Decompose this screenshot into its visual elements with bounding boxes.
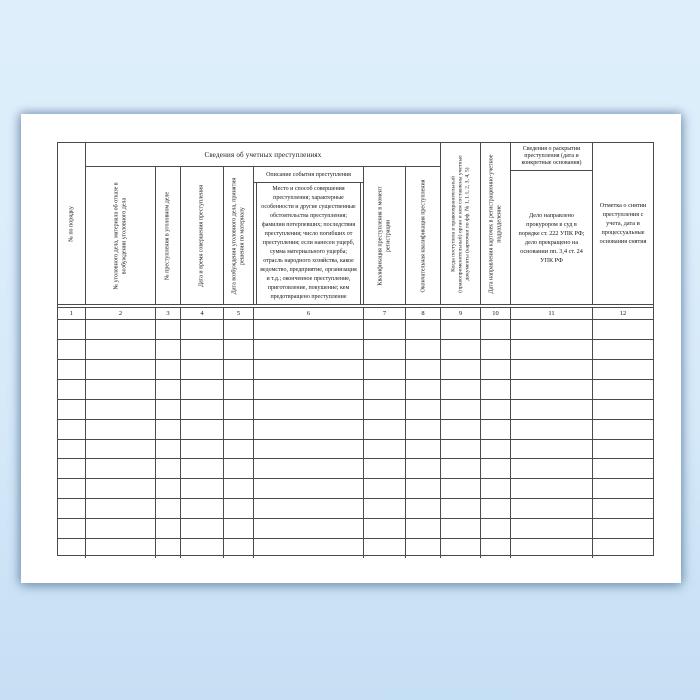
table-cell bbox=[593, 360, 653, 379]
table-cell bbox=[441, 440, 481, 459]
table-cell bbox=[481, 499, 511, 518]
column-header-9-label: Когда поступила в правоохранительный (правоприменительный) орган и кем составлены учетные документы (карточки по фф. № 1, 1.1, 2, 3, 4, 5) bbox=[450, 154, 470, 293]
group-header-band bbox=[86, 167, 440, 304]
table-row bbox=[58, 479, 653, 499]
column-header-6-inner-box bbox=[256, 183, 361, 304]
table-cell bbox=[511, 340, 593, 359]
document-page bbox=[21, 114, 681, 583]
column-header-10-label: Дата направления карточек в регистрационно-учетное подразделение bbox=[488, 154, 502, 293]
table-cell bbox=[156, 539, 181, 558]
table-cell bbox=[156, 400, 181, 419]
table-cell bbox=[86, 380, 156, 399]
table-cell bbox=[593, 499, 653, 518]
table-cell bbox=[511, 539, 593, 558]
table-cell bbox=[441, 459, 481, 478]
column-header-3 bbox=[156, 167, 181, 304]
table-cell bbox=[86, 499, 156, 518]
table-cell bbox=[58, 400, 86, 419]
table-cell bbox=[441, 499, 481, 518]
table-cell bbox=[156, 499, 181, 518]
table-cell bbox=[481, 440, 511, 459]
column-header-8 bbox=[406, 167, 441, 304]
table-cell bbox=[224, 420, 254, 439]
table-cell bbox=[224, 340, 254, 359]
table-cell bbox=[224, 380, 254, 399]
table-cell bbox=[224, 400, 254, 419]
table-cell bbox=[481, 400, 511, 419]
table-cell bbox=[156, 479, 181, 498]
table-cell bbox=[364, 519, 406, 538]
table-cell bbox=[254, 360, 364, 379]
table-row bbox=[58, 380, 653, 400]
table-body bbox=[58, 320, 653, 558]
table-cell bbox=[254, 539, 364, 558]
table-cell bbox=[86, 479, 156, 498]
column-header-7 bbox=[364, 167, 406, 304]
table-cell bbox=[86, 340, 156, 359]
table-cell bbox=[593, 539, 653, 558]
table-cell bbox=[481, 420, 511, 439]
table-cell bbox=[58, 380, 86, 399]
column-header-9 bbox=[441, 143, 481, 304]
table-header bbox=[58, 143, 653, 305]
table-cell bbox=[364, 320, 406, 339]
table-cell bbox=[511, 479, 593, 498]
table-cell bbox=[481, 320, 511, 339]
table-cell bbox=[406, 499, 441, 518]
column-number: 7 bbox=[364, 308, 406, 319]
table-cell bbox=[224, 320, 254, 339]
table-cell bbox=[58, 320, 86, 339]
table-cell bbox=[406, 400, 441, 419]
table-cell bbox=[511, 400, 593, 419]
table-cell bbox=[406, 459, 441, 478]
table-cell bbox=[481, 519, 511, 538]
table-cell bbox=[593, 340, 653, 359]
table-cell bbox=[224, 440, 254, 459]
column-header-11-title: Сведения о раскрытии преступления (дата и конкретные основания) bbox=[511, 143, 592, 171]
table-cell bbox=[254, 400, 364, 419]
table-cell bbox=[406, 539, 441, 558]
table-cell bbox=[181, 539, 224, 558]
table-cell bbox=[86, 320, 156, 339]
column-header-1 bbox=[58, 143, 86, 304]
table-cell bbox=[58, 360, 86, 379]
table-cell bbox=[156, 440, 181, 459]
table-cell bbox=[58, 499, 86, 518]
table-row bbox=[58, 459, 653, 479]
column-header-4 bbox=[181, 167, 224, 304]
column-numbers-row bbox=[58, 307, 653, 320]
table-cell bbox=[406, 519, 441, 538]
column-header-10 bbox=[481, 143, 511, 304]
table-row bbox=[58, 440, 653, 460]
crime-register-table bbox=[57, 142, 654, 556]
table-row bbox=[58, 400, 653, 420]
table-cell bbox=[224, 539, 254, 558]
table-cell bbox=[593, 440, 653, 459]
table-cell bbox=[224, 519, 254, 538]
table-cell bbox=[181, 400, 224, 419]
column-header-2-label: № уголовного дела, материала об отказе в возбуждении уголовного дела bbox=[113, 181, 127, 290]
table-cell bbox=[58, 519, 86, 538]
table-cell bbox=[224, 479, 254, 498]
table-cell bbox=[156, 340, 181, 359]
column-header-11-text: Дело направлено прокурором в суд в порядке ст. 222 УПК РФ; дело прекращено на основании пп. 3,4 ст. 24 УПК РФ bbox=[518, 211, 585, 264]
column-number: 10 bbox=[481, 308, 511, 319]
table-cell bbox=[156, 459, 181, 478]
column-number: 3 bbox=[156, 308, 181, 319]
table-cell bbox=[58, 420, 86, 439]
table-row bbox=[58, 519, 653, 539]
table-row bbox=[58, 420, 653, 440]
table-cell bbox=[86, 400, 156, 419]
table-cell bbox=[364, 440, 406, 459]
table-cell bbox=[593, 420, 653, 439]
table-cell bbox=[254, 519, 364, 538]
table-cell bbox=[86, 360, 156, 379]
table-cell bbox=[364, 360, 406, 379]
column-header-12 bbox=[593, 143, 653, 304]
table-row bbox=[58, 360, 653, 380]
table-cell bbox=[86, 519, 156, 538]
table-cell bbox=[156, 360, 181, 379]
table-cell bbox=[481, 360, 511, 379]
table-cell bbox=[254, 420, 364, 439]
table-cell bbox=[254, 340, 364, 359]
table-cell bbox=[481, 340, 511, 359]
table-cell bbox=[511, 380, 593, 399]
table-cell bbox=[364, 479, 406, 498]
table-cell bbox=[481, 539, 511, 558]
table-cell bbox=[364, 400, 406, 419]
table-cell bbox=[406, 320, 441, 339]
table-cell bbox=[181, 499, 224, 518]
table-cell bbox=[181, 360, 224, 379]
table-cell bbox=[441, 519, 481, 538]
column-header-11 bbox=[511, 143, 593, 304]
table-cell bbox=[511, 420, 593, 439]
table-cell bbox=[364, 539, 406, 558]
table-cell bbox=[58, 340, 86, 359]
table-cell bbox=[86, 440, 156, 459]
table-cell bbox=[254, 440, 364, 459]
table-cell bbox=[593, 400, 653, 419]
column-number: 12 bbox=[619, 309, 627, 317]
column-header-2 bbox=[86, 167, 156, 304]
column-header-6 bbox=[254, 167, 364, 304]
table-row bbox=[58, 499, 653, 519]
table-cell bbox=[58, 459, 86, 478]
table-cell bbox=[181, 420, 224, 439]
table-cell bbox=[254, 380, 364, 399]
column-header-5 bbox=[224, 167, 254, 304]
table-cell bbox=[481, 459, 511, 478]
table-cell bbox=[511, 499, 593, 518]
table-cell bbox=[364, 420, 406, 439]
table-cell bbox=[181, 459, 224, 478]
column-header-7-label: Квалификация преступления в момент регистрации bbox=[377, 185, 391, 286]
column-number: 2 bbox=[86, 308, 156, 319]
column-header-3-label: № преступления в уголовном деле bbox=[164, 191, 171, 280]
table-cell bbox=[156, 420, 181, 439]
table-cell bbox=[441, 420, 481, 439]
column-number: 8 bbox=[406, 308, 441, 319]
column-header-6-box bbox=[254, 183, 363, 304]
table-cell bbox=[181, 340, 224, 359]
table-cell bbox=[406, 360, 441, 379]
table-cell bbox=[511, 320, 593, 339]
table-cell bbox=[406, 380, 441, 399]
table-cell bbox=[593, 320, 653, 339]
table-cell bbox=[254, 459, 364, 478]
table-cell bbox=[181, 440, 224, 459]
table-cell bbox=[511, 360, 593, 379]
table-cell bbox=[511, 519, 593, 538]
column-header-1-label: № по порядку bbox=[67, 205, 74, 242]
table-cell bbox=[593, 479, 653, 498]
table-cell bbox=[181, 380, 224, 399]
table-cell bbox=[481, 479, 511, 498]
table-cell bbox=[441, 340, 481, 359]
table-cell bbox=[224, 360, 254, 379]
column-number: 6 bbox=[254, 308, 364, 319]
column-number: 9 bbox=[441, 308, 481, 319]
table-cell bbox=[441, 320, 481, 339]
table-row bbox=[58, 340, 653, 360]
table-cell bbox=[441, 400, 481, 419]
table-cell bbox=[86, 420, 156, 439]
table-cell bbox=[156, 320, 181, 339]
table-cell bbox=[364, 380, 406, 399]
table-cell bbox=[58, 539, 86, 558]
table-cell bbox=[156, 519, 181, 538]
table-cell bbox=[254, 320, 364, 339]
column-header-4-label: Дата и время совершения преступления bbox=[198, 184, 205, 287]
table-cell bbox=[86, 459, 156, 478]
table-cell bbox=[481, 380, 511, 399]
column-header-6-description: Место и способ совершения преступления; характерные особенности и другие существенные обстоятельства преступления; фамилии потерпевших; последствия преступления; число погибших от преступления; если нанесен ущерб, сумма материального ущерба; отрасль народного хозяйства, какое ведомство, предприятие, организация и т.д.; оконченное преступление, приготовление, покушение; кем предотвращено преступление bbox=[260, 186, 357, 300]
table-cell bbox=[58, 440, 86, 459]
column-header-8-label: Окончательная квалификация преступления bbox=[419, 179, 426, 292]
table-cell bbox=[406, 479, 441, 498]
table-cell bbox=[406, 420, 441, 439]
table-row bbox=[58, 539, 653, 558]
table-cell bbox=[406, 440, 441, 459]
column-number: 11 bbox=[511, 308, 593, 319]
table-cell bbox=[511, 440, 593, 459]
column-number: 1 bbox=[58, 308, 86, 319]
group-columns-2-8 bbox=[86, 143, 441, 304]
column-header-5-label: Дата возбуждения уголовного дела, принятия решения по материалу bbox=[231, 177, 245, 294]
table-cell bbox=[224, 499, 254, 518]
column-header-6-title: Описание события преступления bbox=[254, 167, 363, 183]
column-number: 5 bbox=[224, 308, 254, 319]
table-cell bbox=[254, 499, 364, 518]
table-cell bbox=[364, 499, 406, 518]
table-cell bbox=[441, 479, 481, 498]
table-cell bbox=[406, 340, 441, 359]
table-cell bbox=[593, 459, 653, 478]
table-cell bbox=[58, 479, 86, 498]
table-row bbox=[58, 320, 653, 340]
table-cell bbox=[441, 380, 481, 399]
table-cell bbox=[254, 479, 364, 498]
table-cell bbox=[593, 380, 653, 399]
table-cell bbox=[593, 519, 653, 538]
table-cell bbox=[181, 320, 224, 339]
table-cell bbox=[224, 459, 254, 478]
table-cell bbox=[181, 479, 224, 498]
table-cell bbox=[511, 459, 593, 478]
table-cell bbox=[86, 539, 156, 558]
group-header-title: Сведения об учетных преступлениях bbox=[86, 143, 440, 167]
table-cell bbox=[364, 340, 406, 359]
table-cell bbox=[156, 380, 181, 399]
column-header-12-label: Отметка о снятии преступления с учета, дата и процессуальные основания снятия bbox=[599, 202, 647, 245]
table-cell bbox=[441, 539, 481, 558]
column-number: 4 bbox=[181, 308, 224, 319]
table-cell bbox=[364, 459, 406, 478]
table-cell bbox=[441, 360, 481, 379]
table-cell bbox=[181, 519, 224, 538]
